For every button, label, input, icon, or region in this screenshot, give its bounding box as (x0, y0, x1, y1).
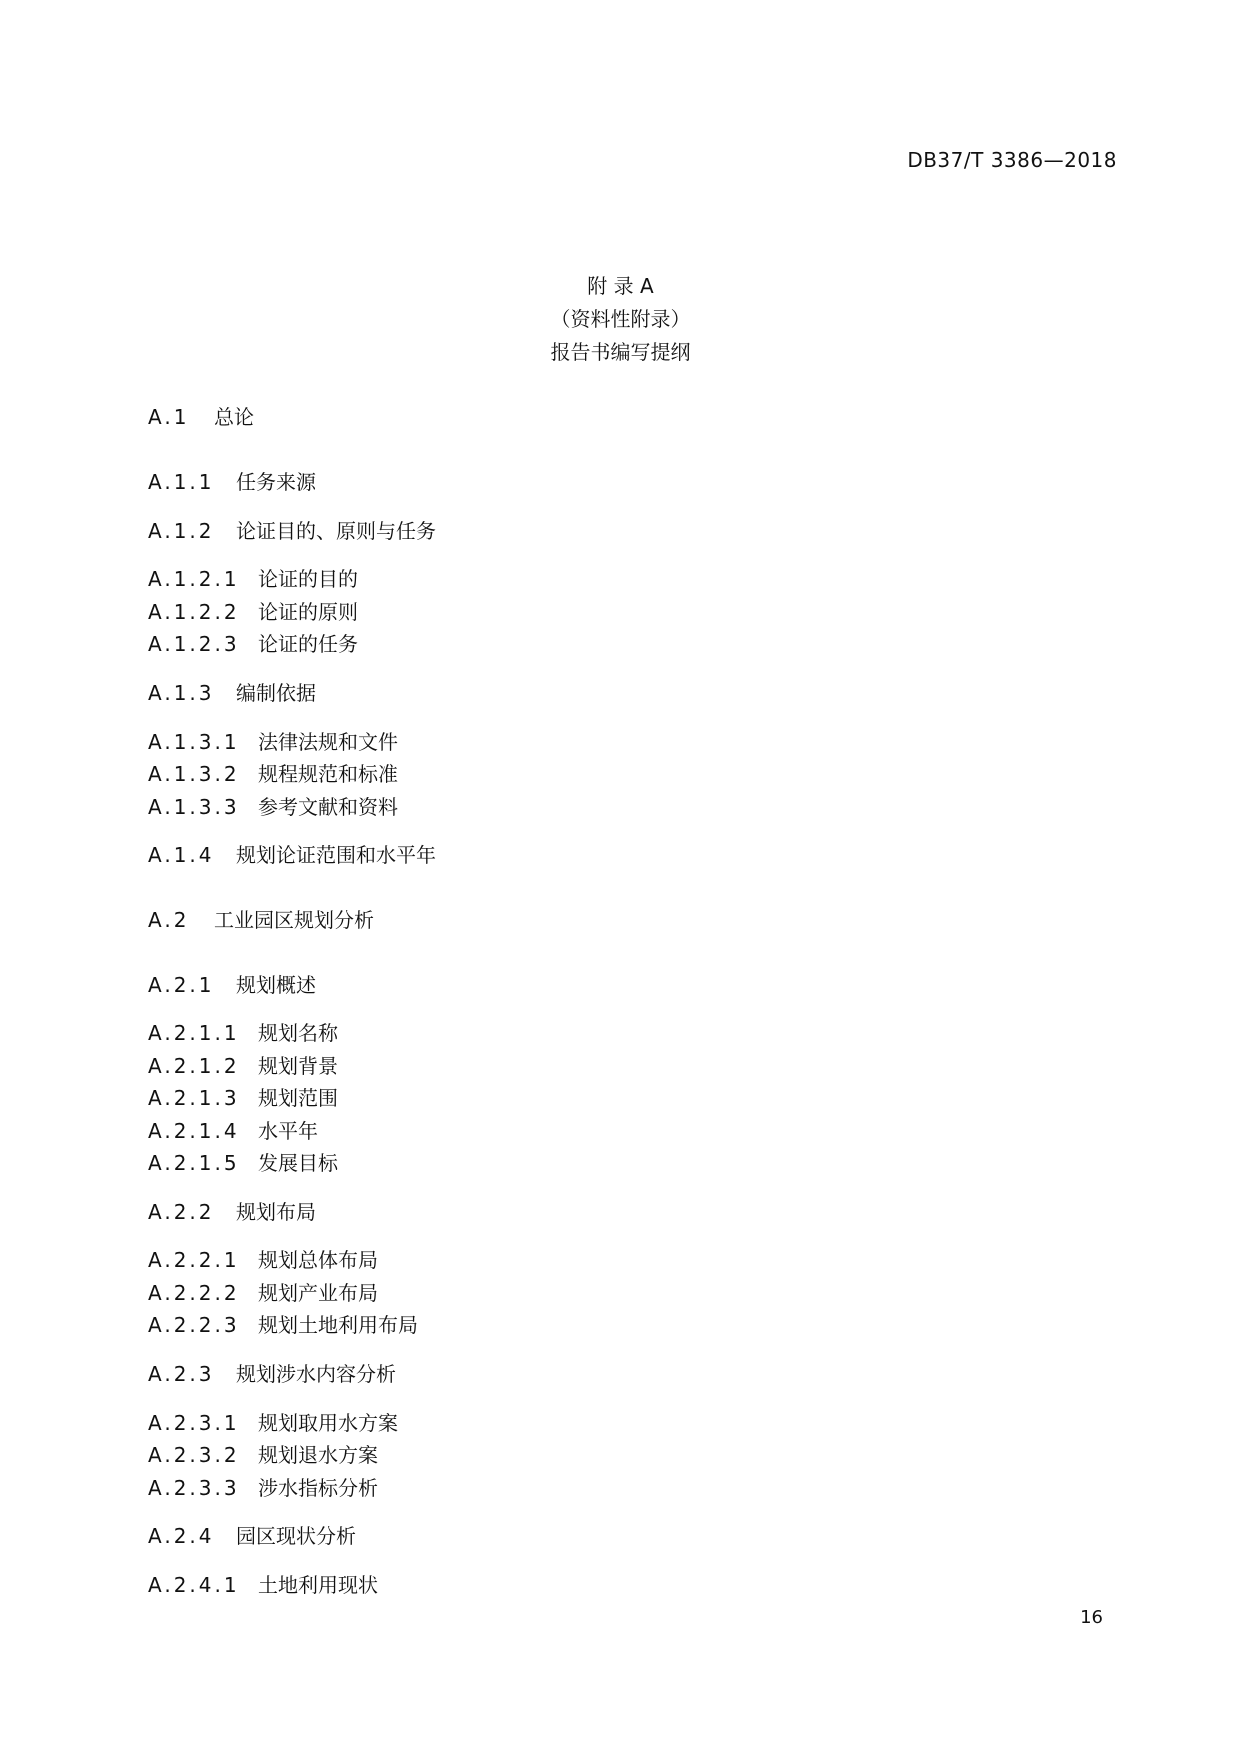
entry-number: A.1.2.3 (148, 632, 240, 656)
entry-text: 规划范围 (258, 1086, 338, 1110)
entry-number: A.2 (148, 908, 190, 932)
entry-text: 论证目的、原则与任务 (236, 519, 436, 543)
outline-entry (148, 401, 254, 430)
entry-text: 规划布局 (236, 1200, 316, 1224)
entry-number: A.1.2 (148, 519, 215, 543)
entry-number: A.2.1.5 (148, 1151, 240, 1175)
outline-entry (148, 1277, 378, 1306)
entry-number: A.1.3 (148, 681, 215, 705)
outline-entry (148, 1017, 338, 1046)
entry-number: A.1.3.2 (148, 762, 240, 786)
entry-text: 规划背景 (258, 1054, 338, 1078)
entry-text: 规划名称 (258, 1021, 338, 1045)
outline-entry (148, 1358, 396, 1387)
entry-text: 总论 (214, 405, 254, 429)
entry-text: 编制依据 (236, 681, 316, 705)
entry-number: A.2.1.2 (148, 1054, 240, 1078)
outline-entry (148, 466, 316, 495)
outline-entry (148, 758, 398, 787)
appendix-heading: 报告书编写提纲 (550, 340, 691, 364)
entry-number: A.2.1 (148, 973, 215, 997)
entry-text: 论证的任务 (258, 632, 358, 656)
entry-number: A.2.2 (148, 1200, 215, 1224)
entry-number: A.1.4 (148, 843, 215, 867)
entry-number: A.2.3 (148, 1362, 215, 1386)
outline-entry (148, 1407, 398, 1436)
appendix-title: 附 录 A (587, 274, 654, 298)
appendix-subtitle: （资料性附录） (550, 307, 691, 331)
entry-number: A.2.3.1 (148, 1411, 240, 1435)
entry-text: 法律法规和文件 (258, 730, 398, 754)
entry-number: A.1 (148, 405, 190, 429)
entry-number: A.1.2.2 (148, 600, 240, 624)
entry-text: 规划概述 (236, 973, 316, 997)
entry-text: 规划产业布局 (258, 1281, 378, 1305)
outline-entry (148, 1244, 378, 1273)
outline-entry (148, 1147, 338, 1176)
outline-entry (148, 515, 436, 544)
entry-number: A.2.1.1 (148, 1021, 240, 1045)
outline-entry (148, 563, 358, 592)
outline-entry (148, 1115, 318, 1144)
entry-text: 土地利用现状 (258, 1573, 378, 1597)
entry-text: 规划土地利用布局 (258, 1313, 418, 1337)
entry-text: 水平年 (258, 1119, 318, 1143)
entry-number: A.1.2.1 (148, 567, 240, 591)
outline-entry (148, 1569, 378, 1598)
outline-entry (148, 1050, 338, 1079)
outline-entry (148, 839, 436, 868)
page-number: 16 (1080, 1607, 1103, 1628)
entry-number: A.2.2.2 (148, 1281, 240, 1305)
outline-entry (148, 677, 316, 706)
entry-number: A.2.3.2 (148, 1443, 240, 1467)
outline-entry (148, 628, 358, 657)
entry-text: 工业园区规划分析 (214, 908, 374, 932)
outline-entry (148, 726, 398, 755)
entry-text: 园区现状分析 (236, 1524, 356, 1548)
entry-number: A.2.1.4 (148, 1119, 240, 1143)
entry-text: 论证的原则 (258, 600, 358, 624)
outline-entry (148, 1196, 316, 1225)
entry-text: 规划涉水内容分析 (236, 1362, 396, 1386)
entry-number: A.1.3.1 (148, 730, 240, 754)
entry-number: A.1.3.3 (148, 795, 240, 819)
entry-text: 规划退水方案 (258, 1443, 378, 1467)
outline-entry (148, 904, 374, 933)
outline-entry (148, 1082, 338, 1111)
entry-number: A.2.4.1 (148, 1573, 240, 1597)
entry-number: A.1.1 (148, 470, 215, 494)
entry-text: 规划取用水方案 (258, 1411, 398, 1435)
outline-entry (148, 596, 358, 625)
outline-entry (148, 1520, 356, 1549)
entry-number: A.2.3.3 (148, 1476, 240, 1500)
entry-text: 规程规范和标准 (258, 762, 398, 786)
entry-text: 参考文献和资料 (258, 795, 398, 819)
entry-text: 发展目标 (258, 1151, 338, 1175)
entry-text: 规划总体布局 (258, 1248, 378, 1272)
outline-entry (148, 791, 398, 820)
outline-entry (148, 1439, 378, 1468)
outline-entry (148, 1309, 418, 1338)
standard-code: DB37/T 3386—2018 (907, 148, 1117, 172)
entry-text: 任务来源 (236, 470, 316, 494)
entry-text: 涉水指标分析 (258, 1476, 378, 1500)
entry-text: 规划论证范围和水平年 (236, 843, 436, 867)
entry-text: 论证的目的 (258, 567, 358, 591)
entry-number: A.2.2.1 (148, 1248, 240, 1272)
entry-number: A.2.1.3 (148, 1086, 240, 1110)
outline-entry (148, 969, 316, 998)
entry-number: A.2.2.3 (148, 1313, 240, 1337)
outline-entry (148, 1472, 378, 1501)
entry-number: A.2.4 (148, 1524, 215, 1548)
